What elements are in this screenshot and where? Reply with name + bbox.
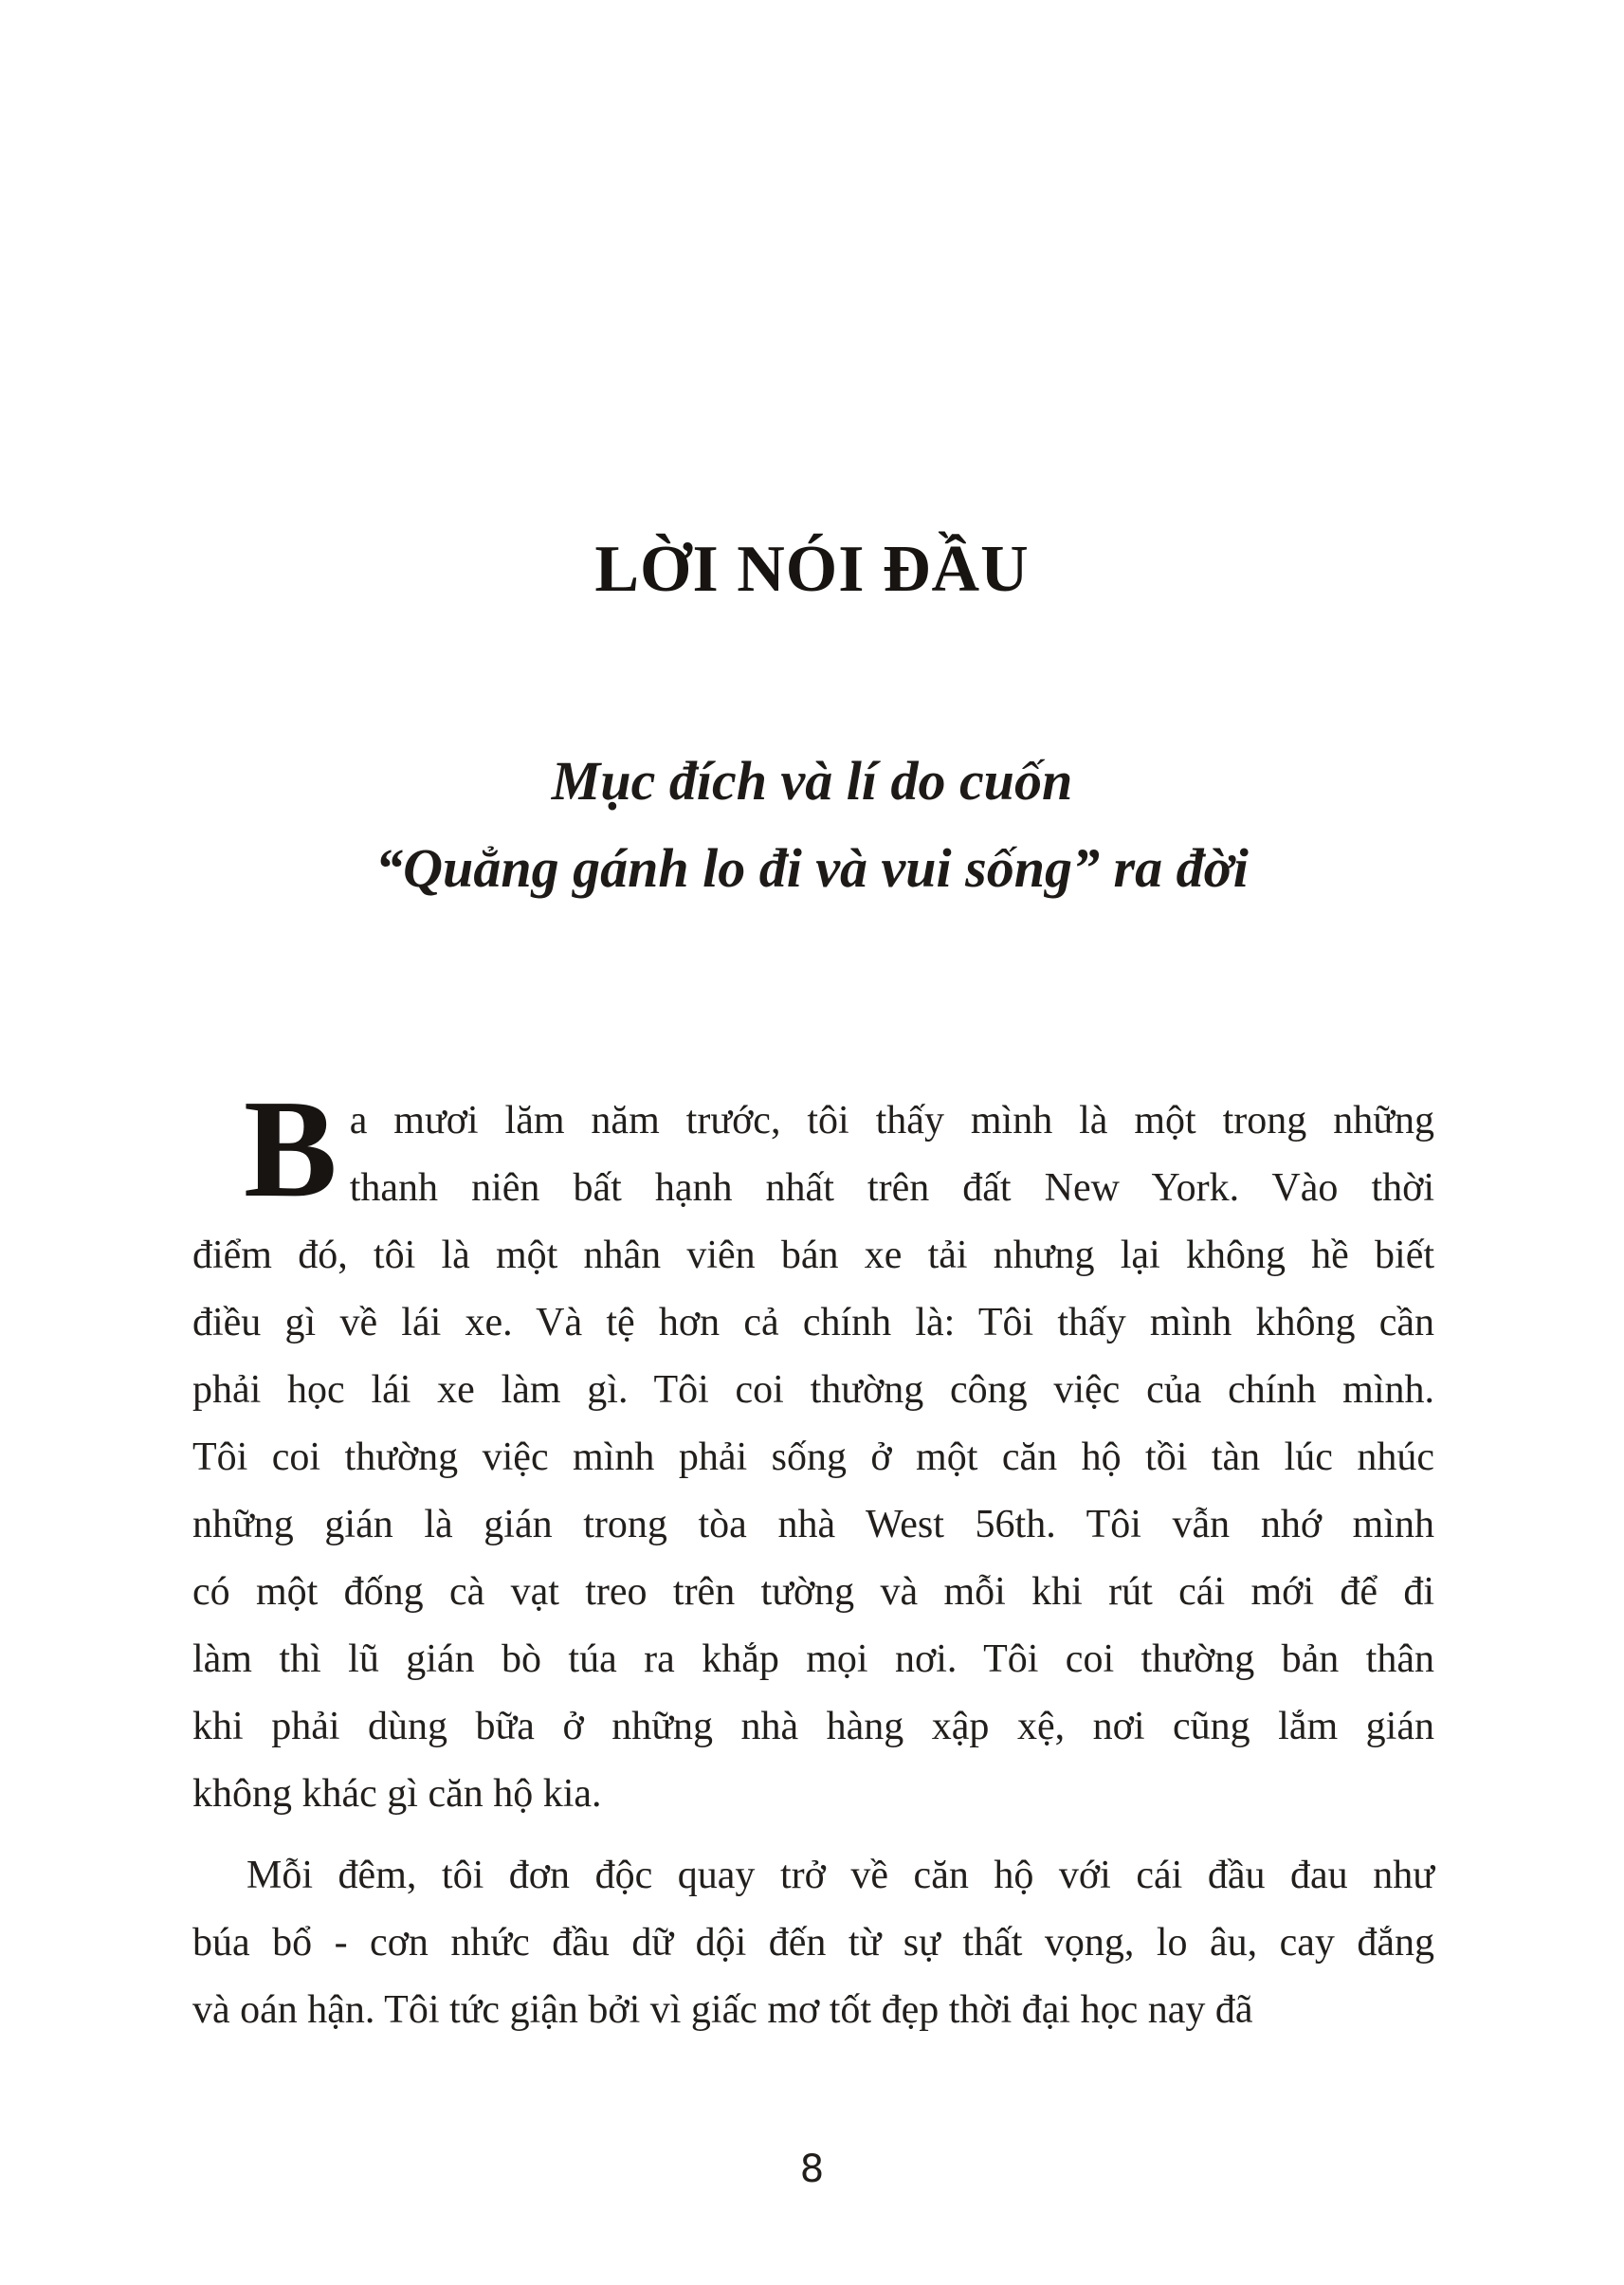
text-line: khi phải dùng bữa ở những nhà hàng xập xệ, nơi cũng lắm gián xyxy=(192,1705,1434,1748)
paragraph-2 xyxy=(192,1842,1434,2044)
subtitle-line-1: Mục đích và lí do cuốn xyxy=(551,750,1073,812)
text-line: Mỗi đêm, tôi đơn độc quay trở về căn hộ với cái đầu đau như xyxy=(246,1854,1434,1897)
chapter-title: LỜI NÓI ĐẦU xyxy=(594,533,1030,606)
text-line: Tôi coi thường việc mình phải sống ở một căn hộ tồi tàn lúc nhúc xyxy=(192,1435,1434,1479)
page-number: 8 xyxy=(799,2148,825,2191)
paragraph-1 xyxy=(192,1071,1434,1828)
drop-cap: B xyxy=(244,1071,338,1227)
text-line: phải học lái xe làm gì. Tôi coi thường công việc của chính mình. xyxy=(192,1368,1434,1412)
text-line: búa bổ - cơn nhức đầu dữ dội đến từ sự thất vọng, lo âu, cay đắng xyxy=(192,1921,1434,1965)
chapter-subtitle xyxy=(0,738,1624,912)
text-line: có một đống cà vạt treo trên tường và mỗi khi rút cái mới để đi xyxy=(192,1570,1434,1614)
text-line: những gián là gián trong tòa nhà West 56th. Tôi vẫn nhớ mình xyxy=(192,1503,1434,1546)
text-line: và oán hận. Tôi tức giận bởi vì giấc mơ tốt đẹp thời đại học nay đã xyxy=(192,1988,1253,2032)
text-line: làm thì lũ gián bò túa ra khắp mọi nơi. Tôi coi thường bản thân xyxy=(192,1637,1434,1681)
text-line: điều gì về lái xe. Và tệ hơn cả chính là: Tôi thấy mình không cần xyxy=(192,1301,1434,1344)
text-line: điểm đó, tôi là một nhân viên bán xe tải nhưng lại không hề biết xyxy=(192,1234,1434,1277)
text-line: a mươi lăm năm trước, tôi thấy mình là một trong những xyxy=(349,1099,1434,1142)
text-line: không khác gì căn hộ kia. xyxy=(192,1772,602,1816)
subtitle-line-2: “Quẳng gánh lo đi và vui sống” ra đời xyxy=(375,837,1249,899)
text-line: thanh niên bất hạnh nhất trên đất New York. Vào thời xyxy=(349,1166,1434,1210)
body-text xyxy=(192,1071,1434,2044)
